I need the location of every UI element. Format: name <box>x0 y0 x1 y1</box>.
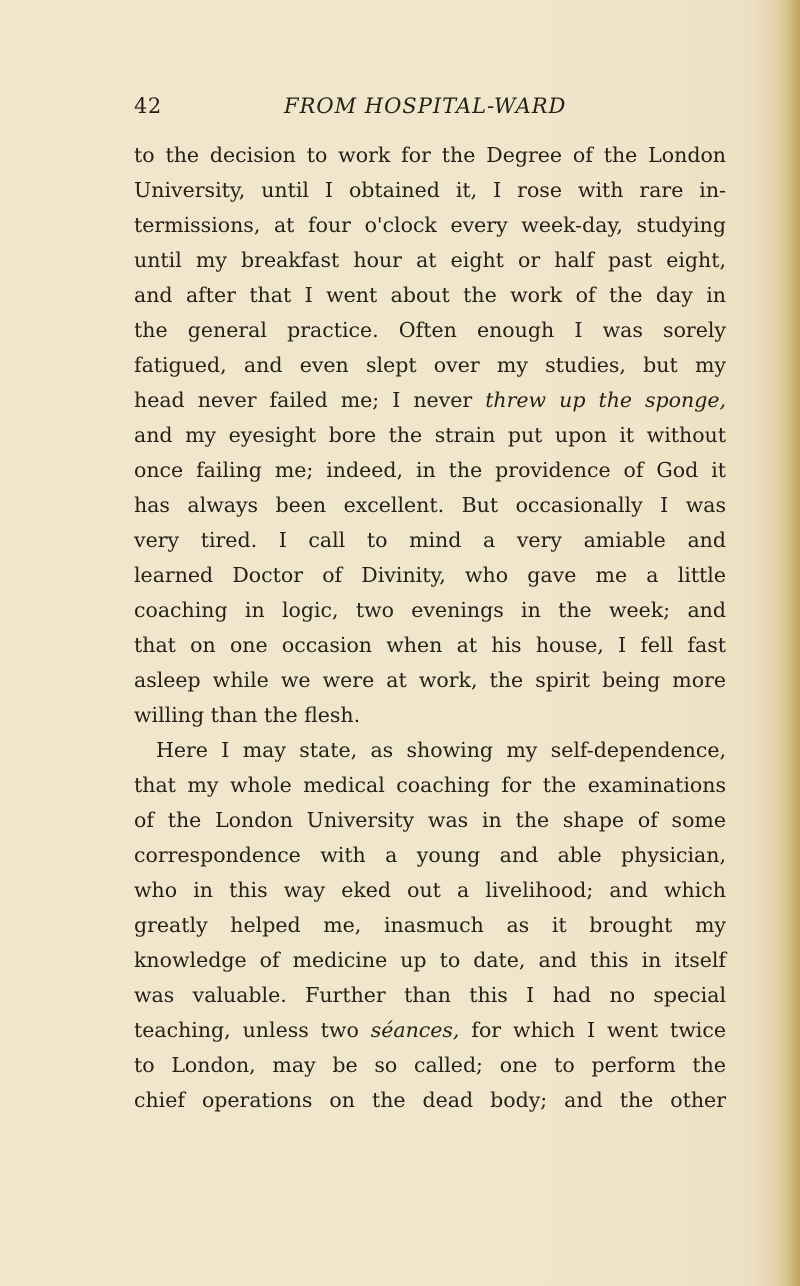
text-line: asleep while we were at work, the spirit being more <box>134 668 726 692</box>
text-line <box>134 383 726 418</box>
text-line: and after that I went about the work of the day in <box>134 283 726 307</box>
text-line: has always been excellent. But occasionally I was <box>134 493 726 517</box>
text-line: chief operations on the dead body; and the other <box>134 1088 726 1112</box>
text-line: that on one occasion when at his house, I fell fast <box>134 633 726 657</box>
text-line: of the London University was in the shape of some <box>134 808 726 832</box>
text-line: University, until I obtained it, I rose with rare in- <box>134 178 726 202</box>
text-line: very tired. I call to mind a very amiable and <box>134 528 726 552</box>
text-line: and my eyesight bore the strain put upon it without <box>134 423 726 447</box>
text-run: head never failed me; I never <box>134 388 486 412</box>
text-line: Here I may state, as showing my self-dependence, <box>156 738 726 762</box>
text-line: fatigued, and even slept over my studies, but my <box>134 353 726 377</box>
page-number: 42 <box>134 94 162 118</box>
text-line: until my breakfast hour at eight or half past eight, <box>134 248 726 272</box>
text-line: willing than the flesh. <box>134 703 361 727</box>
text-line: knowledge of medicine up to date, and this in itself <box>134 948 726 972</box>
text-line: learned Doctor of Divinity, who gave me a little <box>134 563 726 587</box>
text-line: termissions, at four o'clock every week-day, studying <box>134 213 726 237</box>
text-line: that my whole medical coaching for the examinations <box>134 773 726 797</box>
body-text <box>134 138 726 1118</box>
text-line: was valuable. Further than this I had no special <box>134 983 726 1007</box>
page-header <box>134 92 726 120</box>
text-run: for which I went twice <box>459 1018 726 1042</box>
italic-phrase: séances, <box>370 1018 460 1042</box>
text-line <box>134 1013 726 1048</box>
text-run: teaching, unless two <box>134 1018 371 1042</box>
running-head: FROM HOSPITAL-WARD <box>284 94 567 118</box>
text-line: to London, may be so called; one to perform the <box>134 1053 726 1077</box>
text-line: once failing me; indeed, in the providence of God it <box>134 458 726 482</box>
page-edge-shadow <box>786 0 800 1286</box>
text-line: who in this way eked out a livelihood; and which <box>134 878 726 902</box>
italic-phrase: threw up the sponge, <box>485 388 726 412</box>
text-line: correspondence with a young and able physician, <box>134 843 726 867</box>
text-line: coaching in logic, two evenings in the week; and <box>134 598 726 622</box>
text-line: to the decision to work for the Degree of the London <box>134 143 726 167</box>
text-line: greatly helped me, inasmuch as it brought my <box>134 913 726 937</box>
text-line: the general practice. Often enough I was sorely <box>134 318 726 342</box>
